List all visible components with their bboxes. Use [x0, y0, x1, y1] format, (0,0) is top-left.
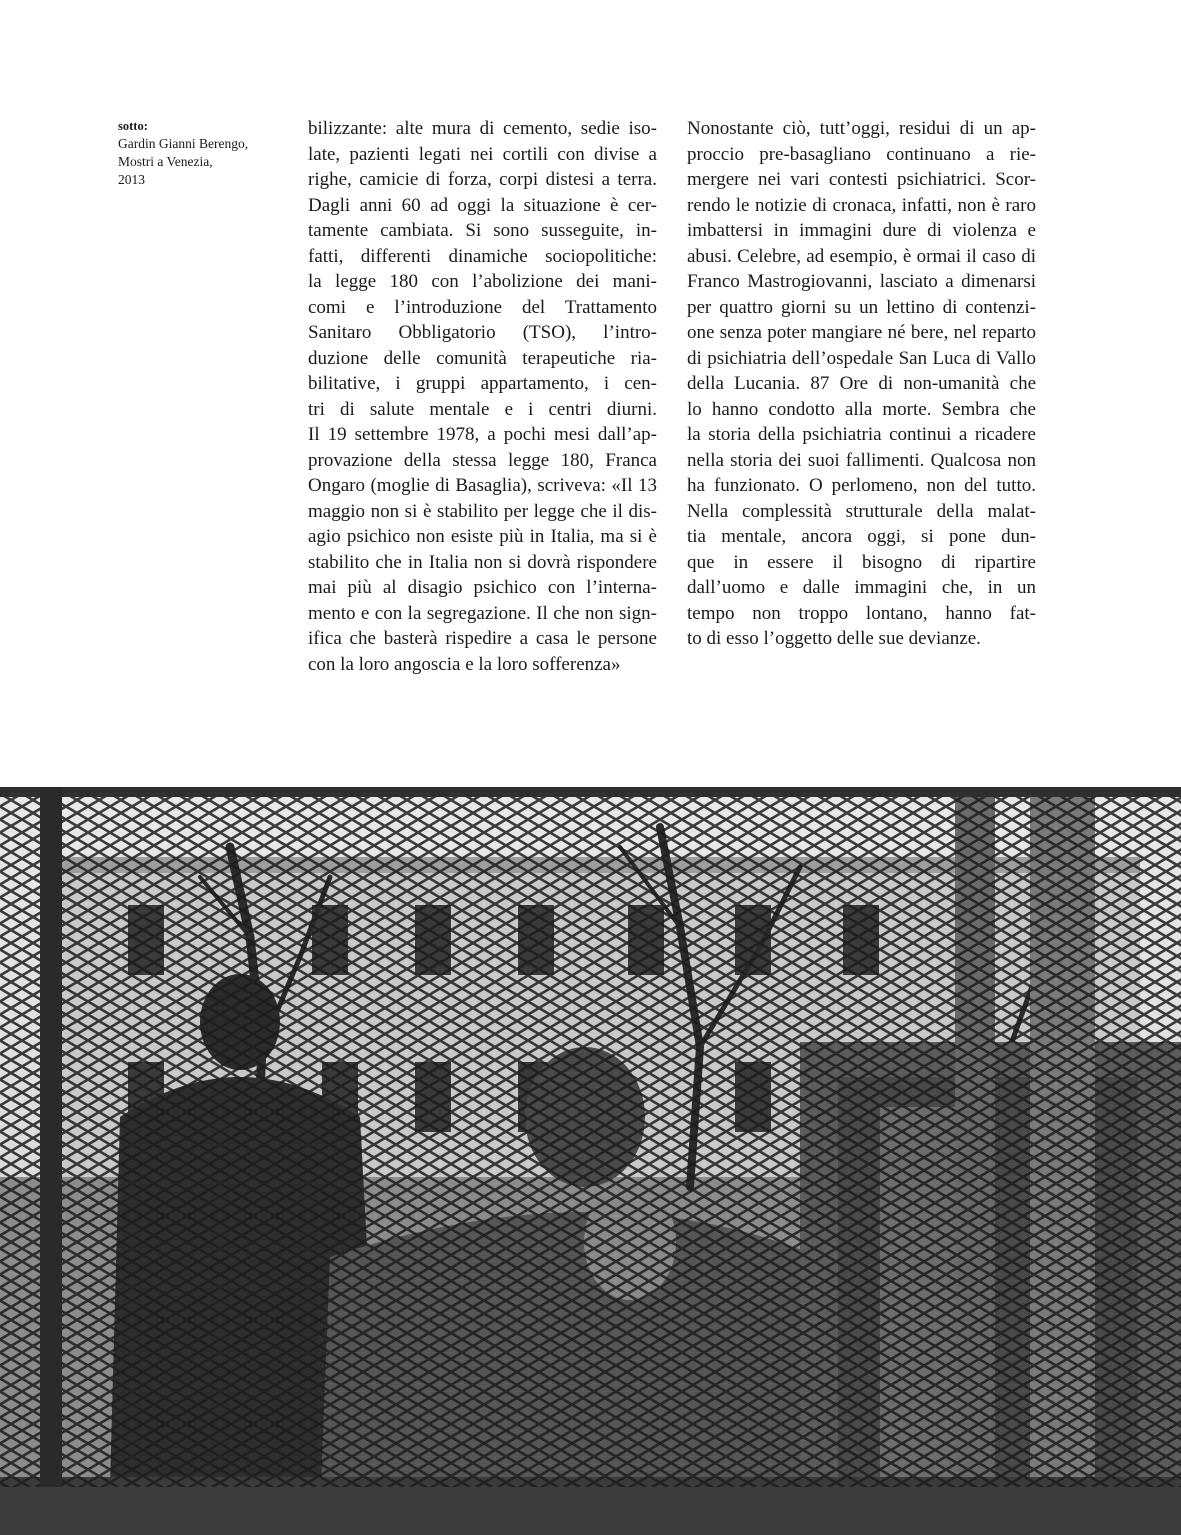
text-line: mai più al disagio psichico con l’interna-: [308, 577, 657, 598]
text-column-left: [308, 116, 657, 677]
text-line: bilizzante: alte mura di cemento, sedie iso-: [308, 118, 657, 139]
text-line: ifica che basterà rispedire a casa le persone: [308, 628, 657, 649]
text-line: to di esso l’oggetto delle sue devianze.: [687, 628, 981, 649]
text-line: Il 19 settembre 1978, a pochi mesi dall’ap-: [308, 424, 657, 445]
text-line: late, pazienti legati nei cortili con divise a: [308, 143, 657, 165]
text-line: abusi. Celebre, ad esempio, è ormai il caso di: [687, 245, 1036, 267]
text-line: con la loro angoscia e la loro sofferenza»: [308, 653, 621, 675]
text-line: rendo le notizie di cronaca, infatti, non è raro: [687, 194, 1036, 216]
caption-line: Mostri a Venezia,: [118, 154, 213, 169]
photo-fence-courtyard: [0, 787, 1181, 1535]
text-line: lo hanno condotto alla morte. Sembra che: [687, 398, 1036, 420]
text-line: Ongaro (moglie di Basaglia), scriveva: «Il 13: [308, 475, 657, 496]
text-column-right: [687, 116, 1036, 652]
text-line: bilitative, i gruppi appartamento, i cen-: [308, 373, 657, 394]
text-line: fatti, differenti dinamiche sociopolitiche:: [308, 245, 657, 267]
text-line: comi e l’introduzione del Trattamento: [308, 296, 657, 318]
text-line: per quattro giorni su un lettino di contenzi-: [687, 296, 1036, 318]
text-line: tia mentale, ancora oggi, si pone dun-: [687, 526, 1036, 547]
text-line: duzione delle comunità terapeutiche ria-: [308, 347, 657, 369]
text-line: proccio pre-basagliano continuano a rie-: [687, 143, 1036, 165]
text-line: della Lucania. 87 Ore di non-umanità che: [687, 373, 1036, 394]
text-line: nella storia dei suoi fallimenti. Qualcosa non: [687, 449, 1036, 471]
text-line: mento e con la segregazione. Il che non sign-: [308, 602, 657, 624]
text-line: agio psichico non esiste più in Italia, ma si è: [308, 526, 657, 547]
text-line: tempo non troppo lontano, hanno fat-: [687, 602, 1036, 624]
text-line: Dagli anni 60 ad oggi la situazione è cer-: [308, 194, 657, 216]
text-line: provazione della stessa legge 180, Franca: [308, 449, 657, 471]
text-line: la legge 180 con l’abolizione dei mani-: [308, 271, 657, 292]
text-line: mergere nei vari contesti psichiatrici. Scor-: [687, 169, 1036, 190]
text-line: one senza poter mangiare né bere, nel reparto: [687, 322, 1036, 343]
text-line: stabilito che in Italia non si dovrà rispondere: [308, 551, 657, 573]
text-line: tamente cambiata. Si sono susseguite, in-: [308, 220, 657, 241]
caption-label: sotto:: [118, 119, 148, 133]
caption-line: Gardin Gianni Berengo,: [118, 136, 249, 151]
text-line: dall’uomo e dalle immagini che, in un: [687, 577, 1036, 598]
text-line: Franco Mastrogiovanni, lasciato a dimenarsi: [687, 271, 1036, 292]
text-line: tri di salute mentale e i centri diurni.: [308, 398, 657, 420]
text-line: Nella complessità strutturale della malat-: [687, 500, 1036, 522]
photo-caption: [118, 117, 288, 189]
text-line: ha funzionato. O perlomeno, non del tutto.: [687, 475, 1036, 496]
text-line: di psichiatria dell’ospedale San Luca di Vallo: [687, 347, 1036, 369]
text-line: righe, camicie di forza, corpi distesi a terra.: [308, 169, 657, 190]
text-line: Nonostante ciò, tutt’oggi, residui di un ap-: [687, 118, 1036, 139]
text-line: maggio non si è stabilito per legge che il dis-: [308, 500, 657, 522]
caption-line: 2013: [118, 172, 145, 187]
text-line: la storia della psichiatria continui a ricadere: [687, 424, 1036, 445]
text-line: que in essere il bisogno di ripartire: [687, 551, 1036, 573]
text-line: Sanitaro Obbligatorio (TSO), l’intro-: [308, 322, 657, 343]
text-line: imbattersi in immagini dure di violenza e: [687, 220, 1036, 241]
